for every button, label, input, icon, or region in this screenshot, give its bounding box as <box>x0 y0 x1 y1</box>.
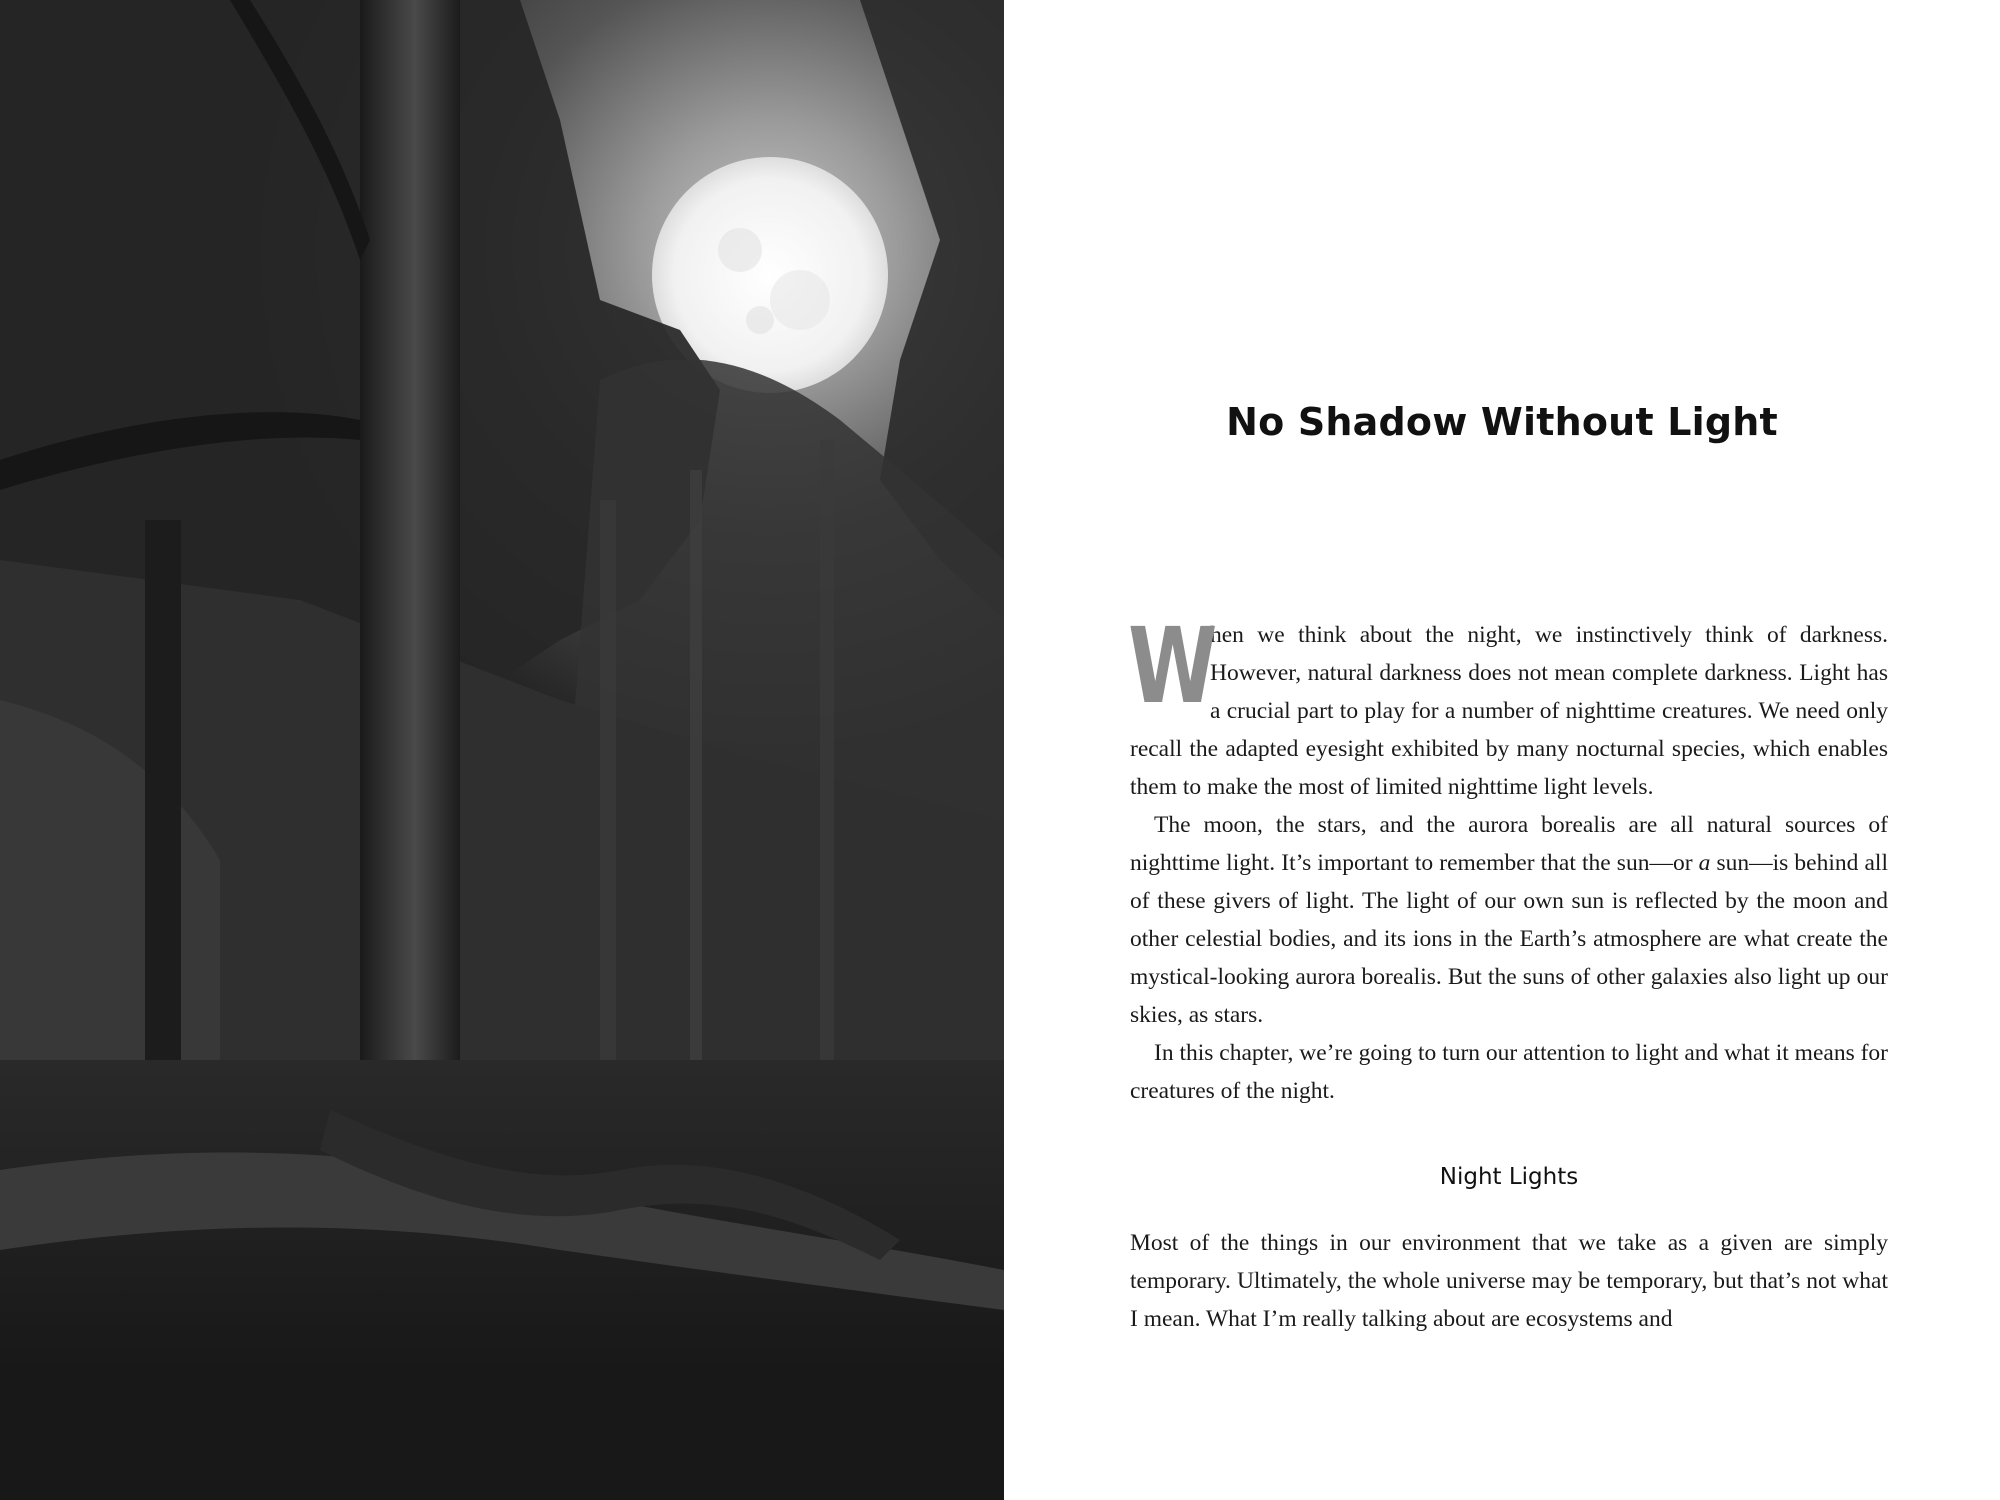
intro-paragraph-text: hen we think about the night, we instinctively think of darkness. However, natural darkness does not mean complete darkness. Light has a crucial part to play for a number of nighttime creatures. We need only recall the adapted eyesight exhibited by many nocturnal species, which enables them to make the most of limited nighttime light levels. <box>1130 622 1888 800</box>
drop-cap: W <box>1128 605 1213 727</box>
body-text <box>1128 605 1888 1338</box>
paragraph-2-emphasis: a <box>1698 850 1711 876</box>
intro-paragraph <box>1128 605 1888 806</box>
chapter-title: No Shadow Without Light <box>1226 400 1778 444</box>
paragraph-2 <box>1130 806 1888 1034</box>
paragraph-3: In this chapter, we’re going to turn our attention to light and what it means for creatures of the night. <box>1130 1040 1888 1104</box>
text-page <box>1004 0 2000 1500</box>
section-heading: Night Lights <box>1439 1164 1579 1190</box>
paragraph-4: Most of the things in our environment that we take as a given are simply temporary. Ultimately, the whole universe may be temporary, but that’s not what I mean. What I’m really talking about are ecosystems and <box>1130 1230 1888 1332</box>
paragraph-2-text-b: sun—is behind all of these givers of light. The light of our own sun is reflected by the moon and other celestial bodies, and its ions in the Earth’s atmosphere are what create the mystical-looking aurora borealis. But the suns of other galaxies also light up our skies, as stars. <box>1130 850 1888 1028</box>
paragraph-2-text-a: The moon, the stars, and the aurora borealis are all natural sources of nighttime light. It’s important to remember that the sun—or <box>1130 812 1888 876</box>
